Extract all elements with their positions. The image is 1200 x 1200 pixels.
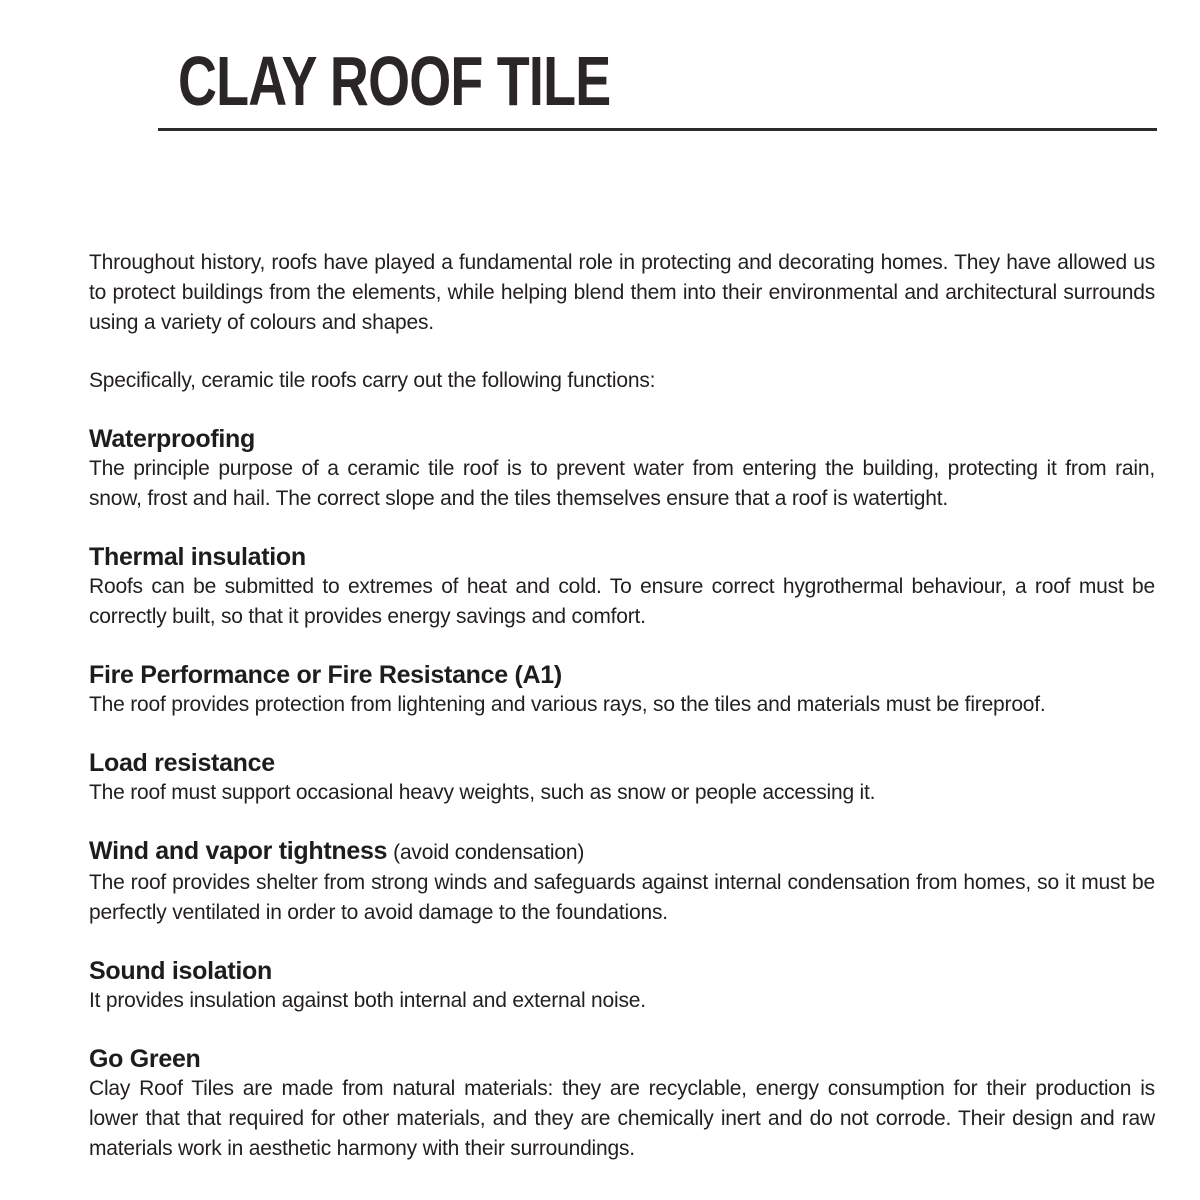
section-body: The roof provides protection from lightening and various rays, so the tiles and materials must be fireproof. <box>89 693 1046 716</box>
section-heading-text: Go Green <box>89 1045 201 1073</box>
section-body: Roofs can be submitted to extremes of heat and cold. To ensure correct hygrothermal behaviour, a roof must be correctly built, so that it provides energy savings and comfort. <box>89 575 1155 628</box>
section-heading <box>89 748 1155 778</box>
intro-paragraph: Throughout history, roofs have played a fundamental role in protecting and decorating homes. They have allowed us to protect buildings from the elements, while helping blend them into their environmental and architectural surrounds using a variety of colours and shapes. <box>89 251 1155 334</box>
section-heading <box>89 836 1155 868</box>
section-heading <box>89 424 1155 454</box>
title-divider-rule <box>158 128 1157 131</box>
section-heading-text: Thermal insulation <box>89 543 306 571</box>
section-go-green <box>89 1044 1155 1164</box>
section-body: The principle purpose of a ceramic tile roof is to prevent water from entering the building, protecting it from rain, snow, frost and hail. The correct slope and the tiles themselves ensure that a roof is watertight. <box>89 457 1155 510</box>
section-subheading: (avoid condensation) <box>393 841 585 864</box>
section-heading-text: Wind and vapor tightness <box>89 837 388 865</box>
section-body: It provides insulation against both internal and external noise. <box>89 989 646 1012</box>
section-body: The roof provides shelter from strong winds and safeguards against internal condensation from homes, so it must be perfectly ventilated in order to avoid damage to the foundations. <box>89 871 1155 924</box>
section-heading <box>89 956 1155 986</box>
section-heading-text: Sound isolation <box>89 957 272 985</box>
section-sound-isolation <box>89 956 1155 1016</box>
section-thermal-insulation <box>89 542 1155 632</box>
section-fire-performance <box>89 660 1155 720</box>
section-heading-text: Load resistance <box>89 749 275 777</box>
section-waterproofing <box>89 424 1155 514</box>
page-title: CLAY ROOF TILE <box>178 42 611 120</box>
section-heading-text: Waterproofing <box>89 425 255 453</box>
lead-in-paragraph: Specifically, ceramic tile roofs carry out the following functions: <box>89 369 656 392</box>
section-heading <box>89 1044 1155 1074</box>
section-heading <box>89 542 1155 572</box>
section-body: The roof must support occasional heavy weights, such as snow or people accessing it. <box>89 781 876 804</box>
section-load-resistance <box>89 748 1155 808</box>
section-heading <box>89 660 1155 690</box>
section-wind-vapor-tightness <box>89 836 1155 928</box>
section-heading-text: Fire Performance or Fire Resistance (A1) <box>89 661 562 689</box>
document-body <box>89 248 1155 1164</box>
section-body: Clay Roof Tiles are made from natural materials: they are recyclable, energy consumption for their production is lower that that required for other materials, and they are chemically inert and do not corrode. Their design and raw materials work in aesthetic harmony with their surroundings. <box>89 1077 1155 1160</box>
